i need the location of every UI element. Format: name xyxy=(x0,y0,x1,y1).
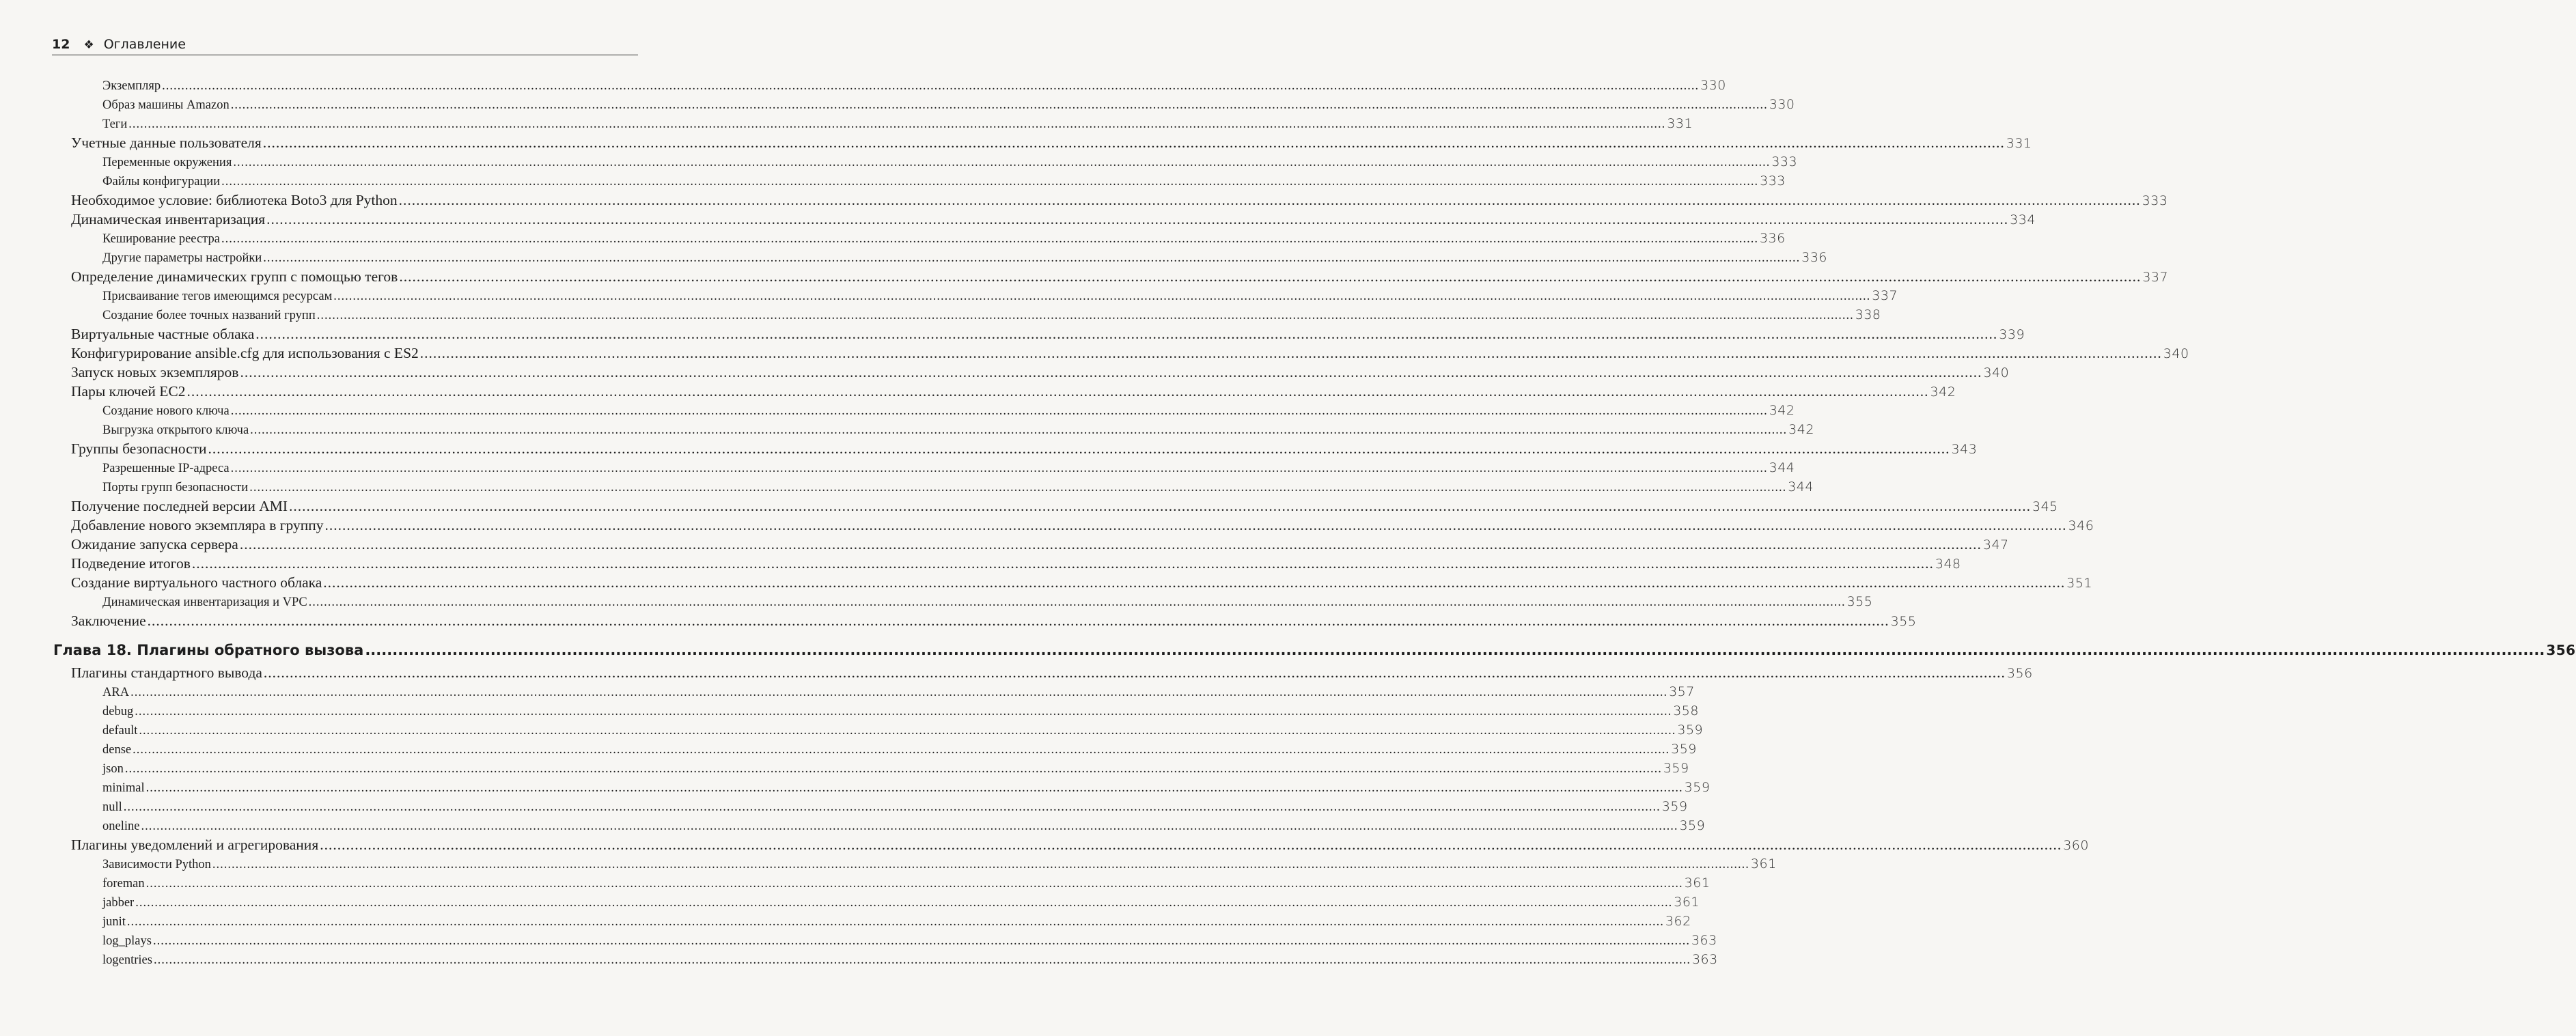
dot-leader: ................................................................................................................................................................................................................................................................................................................................................................................................................ xyxy=(266,211,2009,227)
toc-entry xyxy=(0,720,1704,740)
toc-entry-page: 331 xyxy=(2006,136,2032,151)
toc-entry xyxy=(0,401,1795,420)
toc-entry-page: 336 xyxy=(1759,231,1786,246)
dot-leader: ................................................................................................................................................................................................................................................................................................................................................................................................................ xyxy=(399,268,2142,285)
toc-entry xyxy=(0,835,2089,854)
toc-entry-title: log_plays xyxy=(102,934,152,948)
toc-entry xyxy=(0,267,2169,286)
dot-leader: ................................................................................................................................................................................................................................................................................................................................................................................................................ xyxy=(126,915,1664,929)
dot-leader: ................................................................................................................................................................................................................................................................................................................................................................................................................ xyxy=(186,383,1929,400)
toc-entry-title: Добавление нового экземпляра в группу xyxy=(71,517,324,533)
toc-entry xyxy=(0,740,1697,759)
toc-entry xyxy=(0,191,2168,210)
toc-entry-page: 361 xyxy=(1750,856,1777,871)
toc-entry xyxy=(0,344,2189,363)
toc-entry-page: 359 xyxy=(1679,818,1706,833)
dot-leader: ................................................................................................................................................................................................................................................................................................................................................................................................................ xyxy=(146,877,1683,891)
toc-entry-title: Определение динамических групп с помощью тегов xyxy=(71,268,398,285)
toc-entry-title: Переменные окружения xyxy=(102,156,232,169)
toc-entry-page: 358 xyxy=(1673,703,1699,718)
page-number: 12 xyxy=(52,37,70,52)
dot-leader: ................................................................................................................................................................................................................................................................................................................................................................................................................ xyxy=(239,536,1982,552)
toc-entry-title: Конфигурирование ansible.cfg для использования с ES2 xyxy=(71,345,419,361)
toc-entry xyxy=(0,663,2033,682)
toc-entry-page: 330 xyxy=(1769,97,1795,112)
dot-leader: ................................................................................................................................................................................................................................................................................................................................................................................................................ xyxy=(263,251,1801,265)
toc-entry-page: 351 xyxy=(2066,576,2093,591)
dot-leader: ................................................................................................................................................................................................................................................................................................................................................................................................................ xyxy=(263,664,2006,681)
toc-entry xyxy=(0,592,1873,611)
toc-entry-title: Образ машины Amazon xyxy=(102,98,230,112)
toc-entry-title: null xyxy=(102,800,122,814)
toc-entry xyxy=(0,171,1786,191)
toc-entry-title: Запуск новых экземпляров xyxy=(71,364,239,380)
toc-entry xyxy=(0,305,1881,324)
toc-entry xyxy=(0,759,1689,778)
dot-leader: ................................................................................................................................................................................................................................................................................................................................................................................................................ xyxy=(320,837,2062,853)
toc-entry xyxy=(0,554,1961,573)
toc-entry-page: 346 xyxy=(2068,518,2094,533)
toc-entry xyxy=(0,893,1700,912)
toc-entry xyxy=(0,854,1777,873)
toc-entry-title: Группы безопасности xyxy=(71,440,207,457)
toc-entry xyxy=(0,210,2036,229)
toc-entry-title: Пары ключей EC2 xyxy=(71,383,186,400)
dot-leader: ................................................................................................................................................................................................................................................................................................................................................................................................................ xyxy=(146,781,1683,795)
dot-leader: ................................................................................................................................................................................................................................................................................................................................................................................................................ xyxy=(262,135,2005,151)
toc-entry-page: 356 xyxy=(2006,666,2033,681)
toc-entry-title: ARA xyxy=(102,686,130,699)
dot-leader: ................................................................................................................................................................................................................................................................................................................................................................................................................ xyxy=(191,555,1934,572)
dot-leader: ................................................................................................................................................................................................................................................................................................................................................................................................................ xyxy=(135,896,1673,910)
toc-entry-title: Глава 18. Плагины обратного вызова xyxy=(53,642,364,658)
toc-entry-title: minimal xyxy=(102,781,145,795)
toc-entry-title: Создание более точных названий групп xyxy=(102,309,316,322)
dot-leader: ................................................................................................................................................................................................................................................................................................................................................................................................................ xyxy=(135,705,1672,718)
dot-leader: ................................................................................................................................................................................................................................................................................................................................................................................................................ xyxy=(230,98,1768,112)
toc-entry xyxy=(0,114,1693,133)
toc-entry-title: Необходимое условие: библиотека Boto3 для Python xyxy=(71,192,398,208)
dot-leader: ................................................................................................................................................................................................................................................................................................................................................................................................................ xyxy=(130,686,1668,699)
toc-entry-title: Разрешенные IP-адреса xyxy=(102,462,230,475)
toc-entry xyxy=(0,931,1717,950)
toc-entry-title: Создание нового ключа xyxy=(102,404,230,418)
toc-entry xyxy=(0,950,1718,969)
toc-entry-page: 360 xyxy=(2063,838,2089,853)
toc-entry-page: 357 xyxy=(1669,684,1695,699)
toc-entry-title: Присваивание тегов имеющимся ресурсам xyxy=(102,290,333,303)
dot-leader: ................................................................................................................................................................................................................................................................................................................................................................................................................ xyxy=(123,800,1661,814)
dot-leader: ................................................................................................................................................................................................................................................................................................................................................................................................................ xyxy=(250,423,1788,437)
toc-entry-title: Кеширование реестра xyxy=(102,232,220,246)
toc-entry xyxy=(0,477,1814,496)
dot-leader: ................................................................................................................................................................................................................................................................................................................................................................................................................ xyxy=(316,309,1854,322)
toc-entry-page: 340 xyxy=(1983,365,2010,380)
toc-entry xyxy=(0,439,1978,458)
dot-leader: ................................................................................................................................................................................................................................................................................................................................................................................................................ xyxy=(152,934,1690,948)
toc-entry xyxy=(0,496,2058,516)
toc-entry-page: 361 xyxy=(1674,895,1700,910)
toc-entry-title: foreman xyxy=(102,877,145,891)
toc-entry-page: 345 xyxy=(2032,499,2058,514)
dot-leader: ................................................................................................................................................................................................................................................................................................................................................................................................................ xyxy=(133,743,1670,757)
dot-leader: ................................................................................................................................................................................................................................................................................................................................................................................................................ xyxy=(419,345,2162,361)
toc-entry-page: 333 xyxy=(1760,173,1786,188)
toc-entry-title: Порты групп безопасности xyxy=(102,481,249,494)
toc-entry-page: 355 xyxy=(1846,594,1873,609)
dot-leader: ................................................................................................................................................................................................................................................................................................................................................................................................................ xyxy=(221,175,1759,188)
toc-entry-title: Плагины уведомлений и агрегирования xyxy=(71,837,319,853)
toc-entry-page: 337 xyxy=(1872,288,1898,303)
table-of-contents xyxy=(0,76,2576,969)
dot-leader: ................................................................................................................................................................................................................................................................................................................................................................................................................ xyxy=(139,724,1676,738)
toc-entry-page: 342 xyxy=(1930,384,1956,400)
toc-entry-title: Динамическая инвентаризация и VPC xyxy=(102,596,307,609)
toc-entry-page: 355 xyxy=(1890,614,1917,629)
toc-entry-page: 359 xyxy=(1663,761,1689,776)
ornament-icon: ❖ xyxy=(83,38,94,52)
dot-leader: ................................................................................................................................................................................................................................................................................................................................................................................................................ xyxy=(323,574,2066,591)
dot-leader: ................................................................................................................................................................................................................................................................................................................................................................................................................ xyxy=(141,820,1678,833)
toc-entry-page: 336 xyxy=(1801,250,1827,265)
dot-leader: ................................................................................................................................................................................................................................................................................................................................................................................................................ xyxy=(230,462,1768,475)
toc-entry-title: json xyxy=(102,762,124,776)
toc-entry-title: Подведение итогов xyxy=(71,555,191,572)
toc-entry-page: 331 xyxy=(1667,116,1693,131)
toc-entry-title: Динамическая инвентаризация xyxy=(71,211,266,227)
toc-entry-page: 342 xyxy=(1788,422,1814,437)
toc-entry-page: 363 xyxy=(1691,952,1718,967)
toc-entry-page: 339 xyxy=(1999,327,2025,342)
toc-entry-page: 343 xyxy=(1951,442,1978,457)
toc-entry-title: Теги xyxy=(102,117,128,131)
header-title: Оглавление xyxy=(103,37,186,52)
toc-entry-title: logentries xyxy=(102,953,152,967)
toc-entry xyxy=(0,76,1726,95)
toc-entry-page: 356 xyxy=(2546,642,2576,658)
toc-entry-page: 347 xyxy=(1982,537,2009,552)
dot-leader: ................................................................................................................................................................................................................................................................................................................................................................................................................ xyxy=(233,156,1771,169)
dot-leader: ................................................................................................................................................................................................................................................................................................................................................................................................................ xyxy=(365,642,2545,658)
toc-entry xyxy=(0,229,1786,248)
toc-entry xyxy=(0,778,1711,797)
toc-entry-title: oneline xyxy=(102,820,140,833)
toc-entry-page: 344 xyxy=(1788,479,1814,494)
toc-chapter-entry xyxy=(0,637,2576,663)
toc-entry xyxy=(0,95,1795,114)
toc-entry xyxy=(0,286,1898,305)
toc-entry xyxy=(0,573,2093,592)
toc-entry-page: 340 xyxy=(2163,346,2189,361)
toc-entry xyxy=(0,611,1917,630)
toc-entry-title: Учетные данные пользователя xyxy=(71,135,262,151)
toc-entry-title: jabber xyxy=(102,896,135,910)
toc-entry xyxy=(0,535,2009,554)
dot-leader: ................................................................................................................................................................................................................................................................................................................................................................................................................ xyxy=(255,326,1998,342)
toc-entry-title: Экземпляр xyxy=(102,79,161,93)
toc-entry-title: Выгрузка открытого ключа xyxy=(102,423,249,437)
toc-entry-title: Ожидание запуска сервера xyxy=(71,536,238,552)
toc-entry-page: 333 xyxy=(1771,154,1798,169)
dot-leader: ................................................................................................................................................................................................................................................................................................................................................................................................................ xyxy=(128,117,1666,131)
toc-entry xyxy=(0,797,1688,816)
toc-entry-title: Получение последней версии AMI xyxy=(71,498,288,514)
toc-entry-page: 348 xyxy=(1935,557,1961,572)
toc-entry xyxy=(0,912,1691,931)
toc-entry-title: debug xyxy=(102,705,134,718)
toc-entry xyxy=(0,682,1695,701)
dot-leader: ................................................................................................................................................................................................................................................................................................................................................................................................................ xyxy=(249,481,1787,494)
toc-entry-title: Плагины стандартного вывода xyxy=(71,664,262,681)
toc-entry-page: 342 xyxy=(1769,403,1795,418)
toc-entry-page: 334 xyxy=(2010,212,2036,227)
dot-leader: ................................................................................................................................................................................................................................................................................................................................................................................................................ xyxy=(240,364,1982,380)
toc-entry xyxy=(0,133,2032,152)
toc-entry xyxy=(0,152,1798,171)
toc-entry-title: junit xyxy=(102,915,126,929)
toc-entry-page: 330 xyxy=(1700,78,1726,93)
dot-leader: ................................................................................................................................................................................................................................................................................................................................................................................................................ xyxy=(398,192,2141,208)
dot-leader: ................................................................................................................................................................................................................................................................................................................................................................................................................ xyxy=(153,953,1691,967)
dot-leader: ................................................................................................................................................................................................................................................................................................................................................................................................................ xyxy=(324,517,2067,533)
toc-entry xyxy=(0,816,1706,835)
running-header xyxy=(52,34,638,55)
toc-entry-page: 359 xyxy=(1671,742,1697,757)
toc-entry-title: Виртуальные частные облака xyxy=(71,326,255,342)
toc-entry xyxy=(0,701,1699,720)
toc-entry-title: Создание виртуального частного облака xyxy=(71,574,322,591)
toc-entry-title: default xyxy=(102,724,138,738)
toc-entry-title: dense xyxy=(102,743,132,757)
dot-leader: ................................................................................................................................................................................................................................................................................................................................................................................................................ xyxy=(124,762,1662,776)
toc-entry-page: 362 xyxy=(1665,914,1691,929)
toc-entry xyxy=(0,382,1956,401)
dot-leader: ................................................................................................................................................................................................................................................................................................................................................................................................................ xyxy=(289,498,2031,514)
toc-entry-title: Заключение xyxy=(71,613,146,629)
toc-entry-page: 344 xyxy=(1769,460,1795,475)
dot-leader: ................................................................................................................................................................................................................................................................................................................................................................................................................ xyxy=(147,613,1889,629)
toc-entry xyxy=(0,363,2010,382)
dot-leader: ................................................................................................................................................................................................................................................................................................................................................................................................................ xyxy=(221,232,1758,246)
toc-entry-title: Зависимости Python xyxy=(102,858,211,871)
toc-entry-page: 333 xyxy=(2142,193,2168,208)
toc-entry xyxy=(0,516,2094,535)
dot-leader: ................................................................................................................................................................................................................................................................................................................................................................................................................ xyxy=(162,79,1700,93)
toc-entry xyxy=(0,248,1827,267)
toc-entry xyxy=(0,420,1814,439)
toc-entry xyxy=(0,873,1711,893)
toc-entry-page: 361 xyxy=(1684,876,1711,891)
toc-entry xyxy=(0,458,1795,477)
toc-entry-page: 359 xyxy=(1677,723,1704,738)
toc-entry-page: 359 xyxy=(1661,799,1688,814)
toc-entry-title: Файлы конфигурации xyxy=(102,175,221,188)
dot-leader: ................................................................................................................................................................................................................................................................................................................................................................................................................ xyxy=(212,858,1749,871)
dot-leader: ................................................................................................................................................................................................................................................................................................................................................................................................................ xyxy=(208,440,1950,457)
toc-entry-page: 359 xyxy=(1684,780,1711,795)
toc-entry-page: 337 xyxy=(2142,270,2169,285)
toc-entry-page: 363 xyxy=(1691,933,1717,948)
toc-entry xyxy=(0,324,2025,344)
dot-leader: ................................................................................................................................................................................................................................................................................................................................................................................................................ xyxy=(230,404,1768,418)
toc-entry-title: Другие параметры настройки xyxy=(102,251,262,265)
toc-entry-page: 338 xyxy=(1855,307,1881,322)
dot-leader: ................................................................................................................................................................................................................................................................................................................................................................................................................ xyxy=(308,596,1846,609)
dot-leader: ................................................................................................................................................................................................................................................................................................................................................................................................................ xyxy=(333,290,1871,303)
